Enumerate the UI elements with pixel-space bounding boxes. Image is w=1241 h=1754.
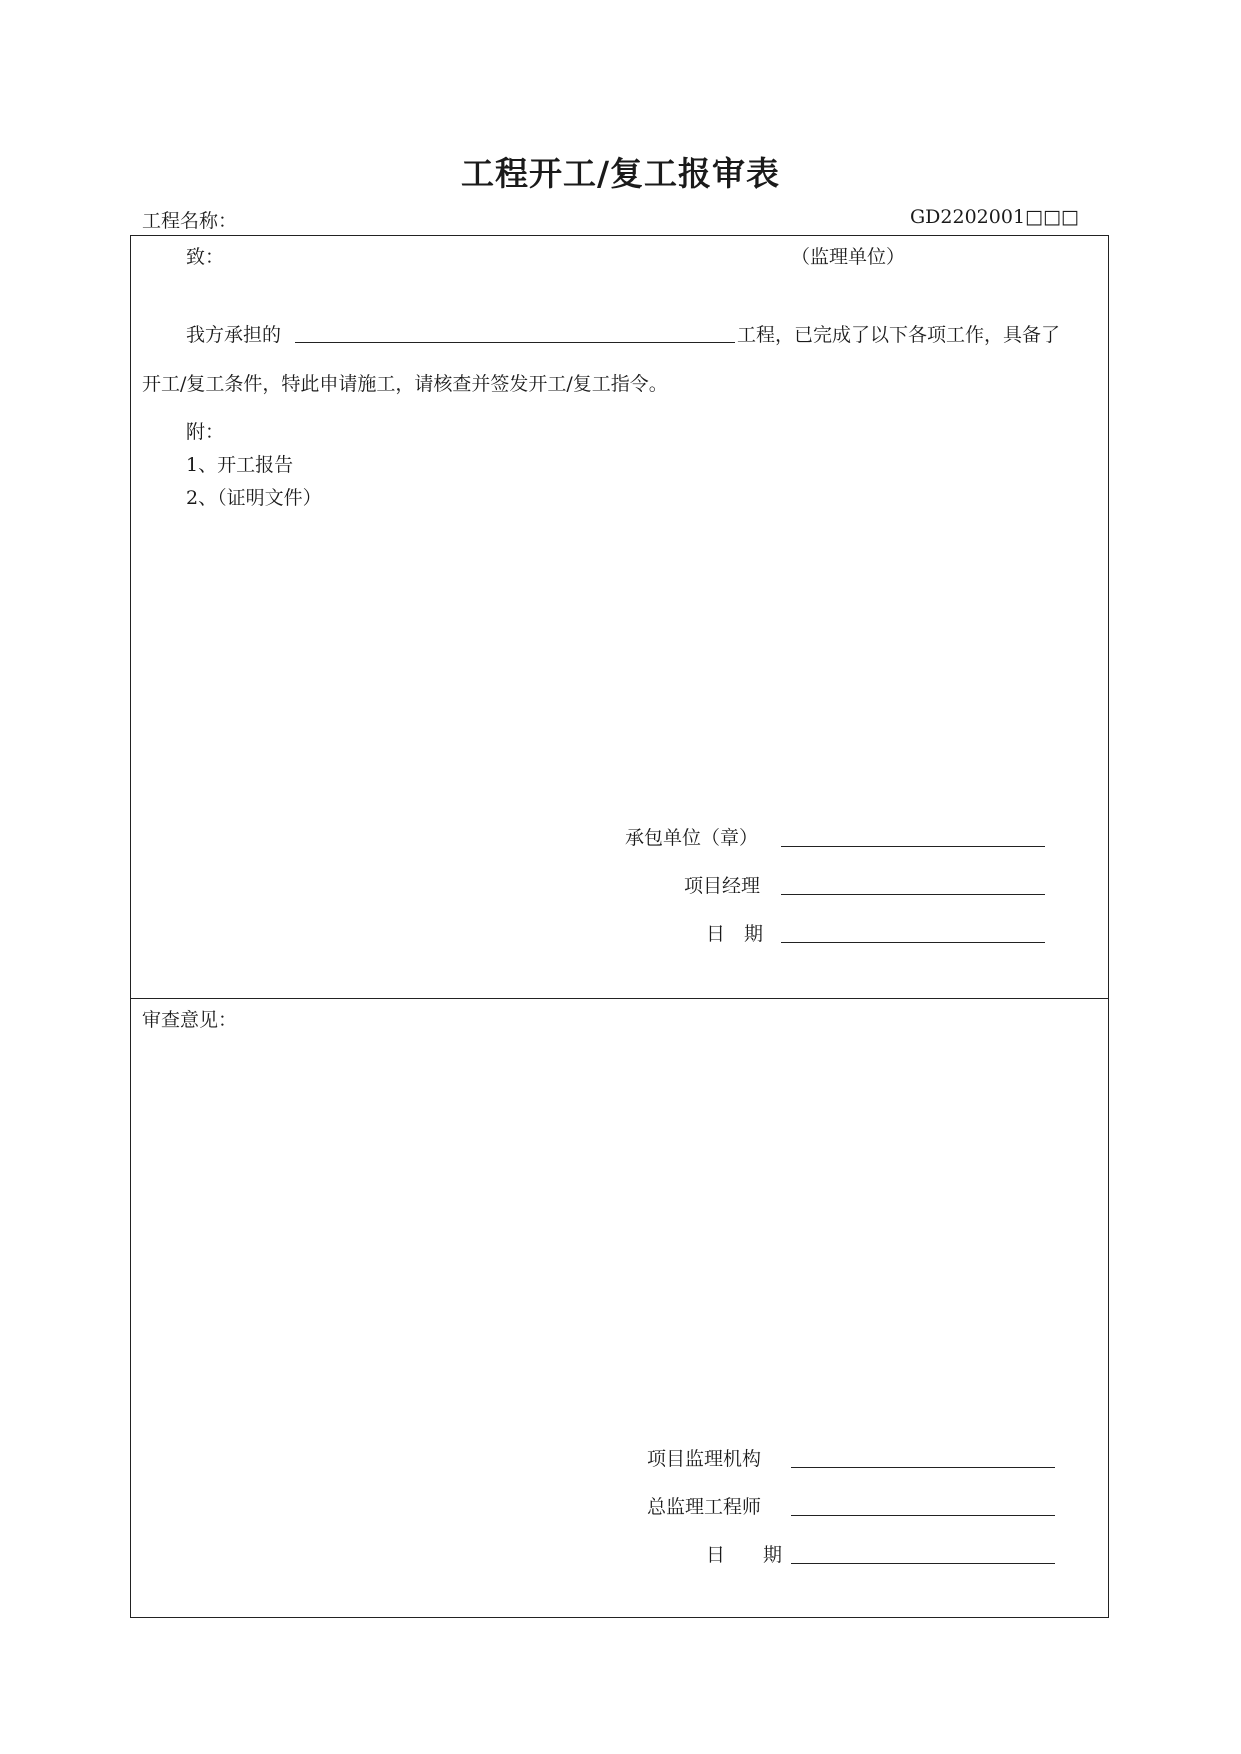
review-section: [130, 998, 1109, 1618]
body-prefix: 我方承担的: [186, 324, 282, 346]
contractor-label: 承包单位（章）: [625, 827, 759, 849]
attachment-item: 2、（证明文件）: [186, 487, 322, 509]
form-title: 工程开工/复工报审表: [460, 154, 781, 193]
review-opinion-label: 审查意见：: [142, 1009, 238, 1031]
attachments-label: 附：: [186, 421, 225, 443]
project-manager-label: 项目经理: [684, 875, 761, 897]
body-suffix: 工程，已完成了以下各项工作，具备了: [737, 324, 1061, 346]
date-line[interactable]: [781, 942, 1045, 943]
attachment-item: 1、开工报告: [186, 454, 294, 476]
project-manager-signature-line[interactable]: [781, 894, 1045, 895]
body-line-2: 开工/复工条件，特此申请施工，请核查并签发开工/复工指令。: [142, 373, 668, 395]
project-name-blank[interactable]: [295, 342, 735, 343]
to-label: 致：: [186, 246, 225, 268]
supervisor-unit-label: （监理单位）: [791, 246, 906, 268]
chief-engineer-signature-line[interactable]: [791, 1515, 1055, 1516]
chief-engineer-label: 总监理工程师: [647, 1496, 762, 1518]
review-date-label: 日 期: [706, 1544, 783, 1566]
supervision-org-signature-line[interactable]: [791, 1467, 1055, 1468]
supervision-org-label: 项目监理机构: [647, 1448, 762, 1470]
application-section: [130, 235, 1109, 999]
document-code: GD2202001□□□: [910, 206, 1079, 228]
project-name-label: 工程名称：: [142, 210, 238, 232]
contractor-signature-line[interactable]: [781, 846, 1045, 847]
review-date-line[interactable]: [791, 1563, 1055, 1564]
date-label: 日 期: [706, 923, 764, 945]
